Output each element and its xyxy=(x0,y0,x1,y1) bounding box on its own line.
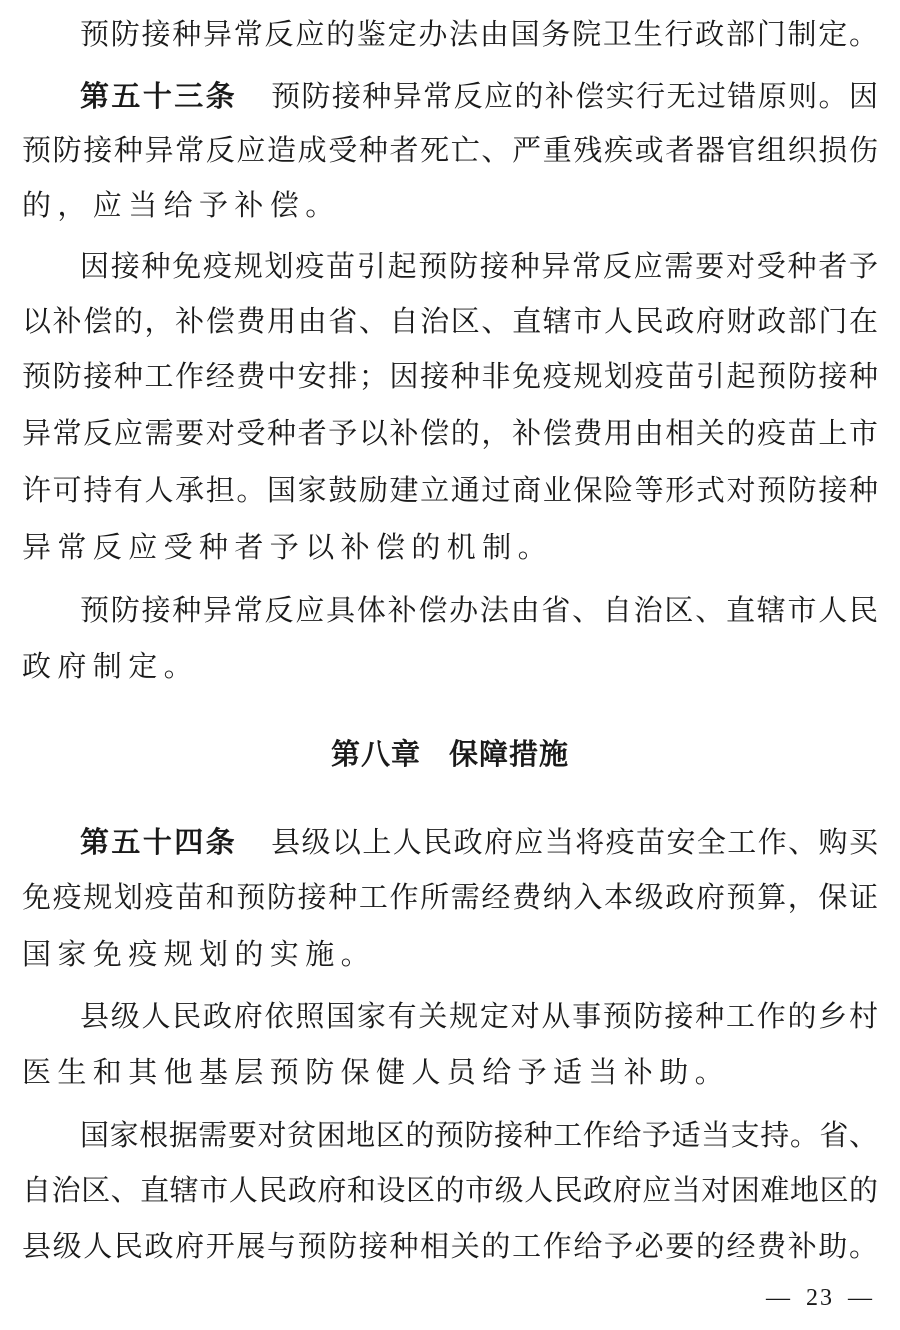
dash-left: — xyxy=(766,1285,792,1311)
article-54-line xyxy=(22,822,878,862)
paragraph-line: 国家根据需要对贫困地区的预防接种工作给予适当支持。省、 xyxy=(80,1118,878,1152)
chapter-title: 保障措施 xyxy=(449,737,570,771)
chapter-number: 第八章 xyxy=(330,737,421,771)
paragraph-line: 县级人民政府依照国家有关规定对从事预防接种工作的乡村 xyxy=(80,999,878,1033)
dash-right: — xyxy=(848,1285,874,1311)
page-number: 23 xyxy=(806,1285,834,1311)
paragraph-line: 医生和其他基层预防保健人员给予适当补助。 xyxy=(22,1055,731,1089)
paragraph-line: 预防接种异常反应的鉴定办法由国务院卫生行政部门制定。 xyxy=(80,17,878,51)
paragraph-line: 的，应当给予补偿。 xyxy=(22,188,341,222)
page-number-footer xyxy=(752,1280,888,1316)
paragraph-line: 预防接种异常反应具体补偿办法由省、自治区、直辖市人民 xyxy=(80,593,878,627)
article-text: 预防接种异常反应的补偿实行无过错原则。因 xyxy=(271,79,878,113)
article-label: 第五十三条 xyxy=(80,79,238,113)
paragraph-line: 许可持有人承担。国家鼓励建立通过商业保险等形式对预防接种 xyxy=(22,473,878,507)
paragraph-line: 预防接种工作经费中安排；因接种非免疫规划疫苗引起预防接种 xyxy=(22,359,878,393)
paragraph-line: 政府制定。 xyxy=(22,649,200,683)
paragraph-line: 县级人民政府开展与预防接种相关的工作给予必要的经费补助。 xyxy=(22,1229,878,1263)
document-page xyxy=(22,0,878,1330)
paragraph-line: 预防接种异常反应造成受种者死亡、严重残疾或者器官组织损伤 xyxy=(22,133,878,167)
paragraph-line: 异常反应受种者予以补偿的机制。 xyxy=(22,530,554,564)
article-text: 县级以上人民政府应当将疫苗安全工作、购买 xyxy=(271,825,878,859)
paragraph-line: 免疫规划疫苗和预防接种工作所需经费纳入本级政府预算，保证 xyxy=(22,880,878,914)
paragraph-line: 因接种免疫规划疫苗引起预防接种异常反应需要对受种者予 xyxy=(80,249,878,283)
article-53-line xyxy=(22,76,878,116)
paragraph-line: 国家免疫规划的实施。 xyxy=(22,937,377,971)
chapter-heading xyxy=(22,732,878,776)
paragraph-line: 自治区、直辖市人民政府和设区的市级人民政府应当对困难地区的 xyxy=(22,1173,878,1207)
paragraph-line: 以补偿的，补偿费用由省、自治区、直辖市人民政府财政部门在 xyxy=(22,304,878,338)
article-label: 第五十四条 xyxy=(80,825,238,859)
paragraph-line: 异常反应需要对受种者予以补偿的，补偿费用由相关的疫苗上市 xyxy=(22,416,878,450)
